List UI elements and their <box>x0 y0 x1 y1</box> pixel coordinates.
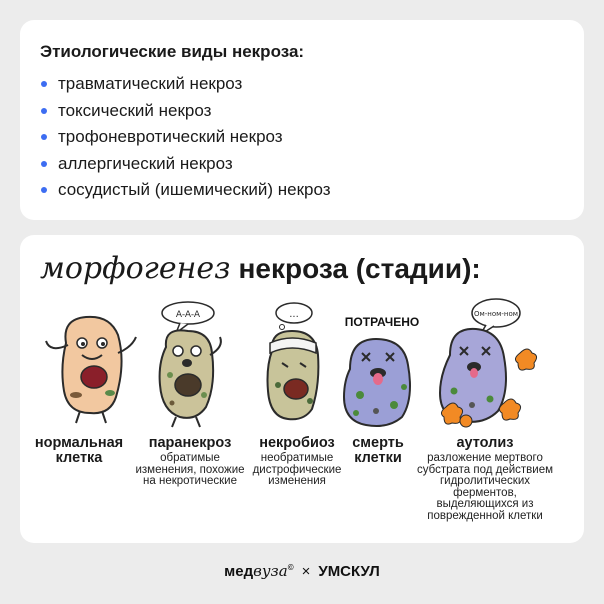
list-item: аллергический некроз <box>40 154 331 181</box>
list-item: сосудистый (ишемический) некроз <box>40 180 331 207</box>
autolysis-image <box>440 299 537 427</box>
dead-banner-text: ПОТРАЧЕНО <box>344 315 420 329</box>
brand-medvuza-logo: медвуза© <box>224 562 294 580</box>
stage-autolysis <box>412 436 558 522</box>
stage-name: паранекроз <box>148 435 232 451</box>
stage-normal-cell <box>26 436 132 466</box>
title-script-word: морфогенез <box>40 251 231 286</box>
brand-separator: × <box>301 563 311 580</box>
etiology-card <box>20 20 584 220</box>
stage-name: нормальная клетка <box>34 435 124 466</box>
stage-description: необратимые дистрофические изменения <box>252 452 342 487</box>
title-rest: некроза (стадии): <box>238 253 481 284</box>
footer-brands <box>0 562 604 580</box>
stage-paranecrosis <box>132 436 248 488</box>
paranecrosis-bubble-text: A-A-A <box>175 310 201 320</box>
brand-umskul-logo: УМСКУЛ <box>318 563 380 580</box>
stage-necrobiosis <box>248 436 346 488</box>
stage-name: смерть клетки <box>352 435 404 466</box>
list-item: трофоневротический некроз <box>40 127 331 154</box>
normal-cell-image <box>46 317 136 423</box>
necrobiosis-cell-image <box>268 303 319 419</box>
necrobiosis-bubble-text: ... <box>289 309 299 320</box>
stage-name: аутолиз <box>456 435 514 451</box>
list-item: токсический некроз <box>40 101 331 128</box>
morphogenesis-card <box>20 235 584 543</box>
stage-cell-death <box>346 436 410 466</box>
paranecrosis-cell-image <box>160 302 221 427</box>
etiology-list <box>40 74 331 207</box>
stage-name: некробиоз <box>259 435 335 451</box>
etiology-title: Этиологические виды некроза: <box>40 42 305 61</box>
list-item: травматический некроз <box>40 74 331 101</box>
cell-death-image <box>344 315 419 426</box>
stage-description: разложение мертвого субстрата под действием гидролитических ферментов, выделяющихся из поврежденной клетки <box>416 452 554 522</box>
stage-description: обратимые изменения, похожие на некротические <box>135 452 245 487</box>
autolysis-bubble-text: Ом-ном-ном <box>473 310 519 318</box>
